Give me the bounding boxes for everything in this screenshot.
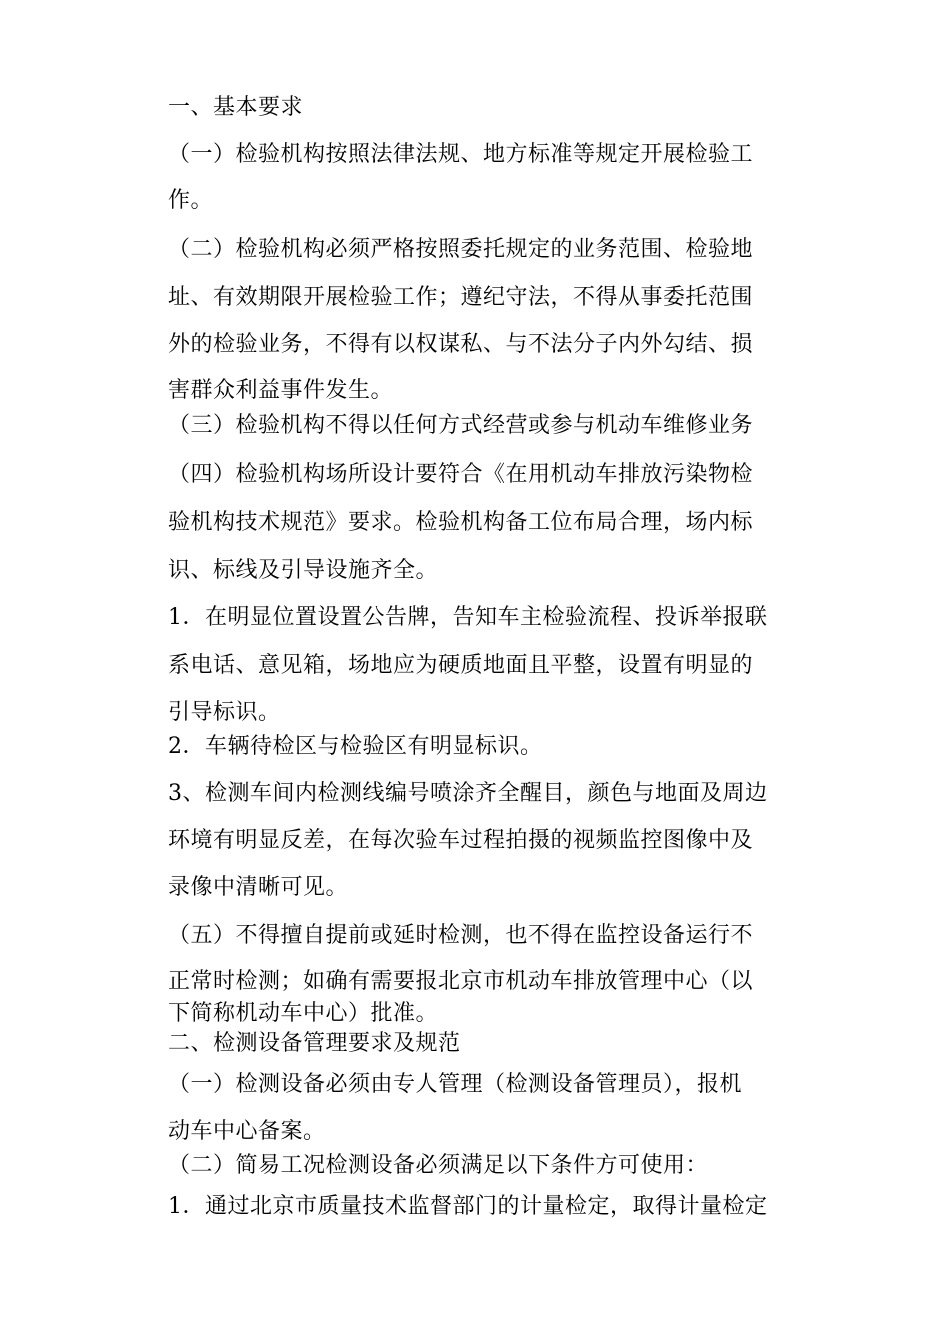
paragraph-line: 下简称机动车中心）批准。	[168, 1001, 439, 1026]
paragraph-line: 外的检验业务，不得有以权谋私、与不法分子内外勾结、损	[168, 332, 754, 357]
paragraph-line: （四）检验机构场所设计要符合《在用机动车排放污染物检	[168, 462, 754, 487]
paragraph-line: 动车中心备案。	[168, 1119, 326, 1144]
paragraph-line: 识、标线及引导设施齐全。	[168, 558, 439, 583]
paragraph-line: （一）检验机构按照法律法规、地方标准等规定开展检验工	[168, 142, 754, 167]
paragraph-line: 害群众利益事件发生。	[168, 378, 394, 403]
paragraph-line: （二）检验机构必须严格按照委托规定的业务范围、检验地	[168, 237, 754, 262]
section-heading-basic-requirements: 一、基本要求	[168, 95, 304, 120]
list-item-line: 1．通过北京市质量技术监督部门的计量检定，取得计量检定	[168, 1194, 768, 1219]
list-item-line: 1．在明显位置设置公告牌，告知车主检验流程、投诉举报联	[168, 605, 768, 630]
list-item-line: 系电话、意见箱，场地应为硬质地面且平整，设置有明显的	[168, 653, 754, 678]
list-item-line: 录像中清晰可见。	[168, 875, 349, 900]
section-heading-equipment-management: 二、检测设备管理要求及规范	[168, 1031, 461, 1056]
paragraph-line: （五）不得擅自提前或延时检测，也不得在监控设备运行不	[168, 923, 754, 948]
paragraph-line: 验机构技术规范》要求。检验机构备工位布局合理，场内标	[168, 510, 754, 535]
paragraph-line: 正常时检测；如确有需要报北京市机动车排放管理中心（以	[168, 969, 754, 994]
paragraph-line: 作。	[168, 188, 214, 213]
paragraph-line: （一）检测设备必须由专人管理（检测设备管理员），报机	[168, 1072, 743, 1097]
list-item-line: 环境有明显反差，在每次验车过程拍摄的视频监控图像中及	[168, 828, 754, 853]
list-item-line: 2．车辆待检区与检验区有明显标识。	[168, 734, 543, 759]
list-item-line: 引导标识。	[168, 700, 281, 725]
paragraph-line: 址、有效期限开展检验工作；遵纪守法，不得从事委托范围	[168, 285, 754, 310]
paragraph-line: （三）检验机构不得以任何方式经营或参与机动车维修业务	[168, 413, 754, 438]
paragraph-line: （二）简易工况检测设备必须满足以下条件方可使用：	[168, 1153, 709, 1178]
list-item-line: 3、检测车间内检测线编号喷涂齐全醒目，颜色与地面及周边	[168, 781, 768, 806]
